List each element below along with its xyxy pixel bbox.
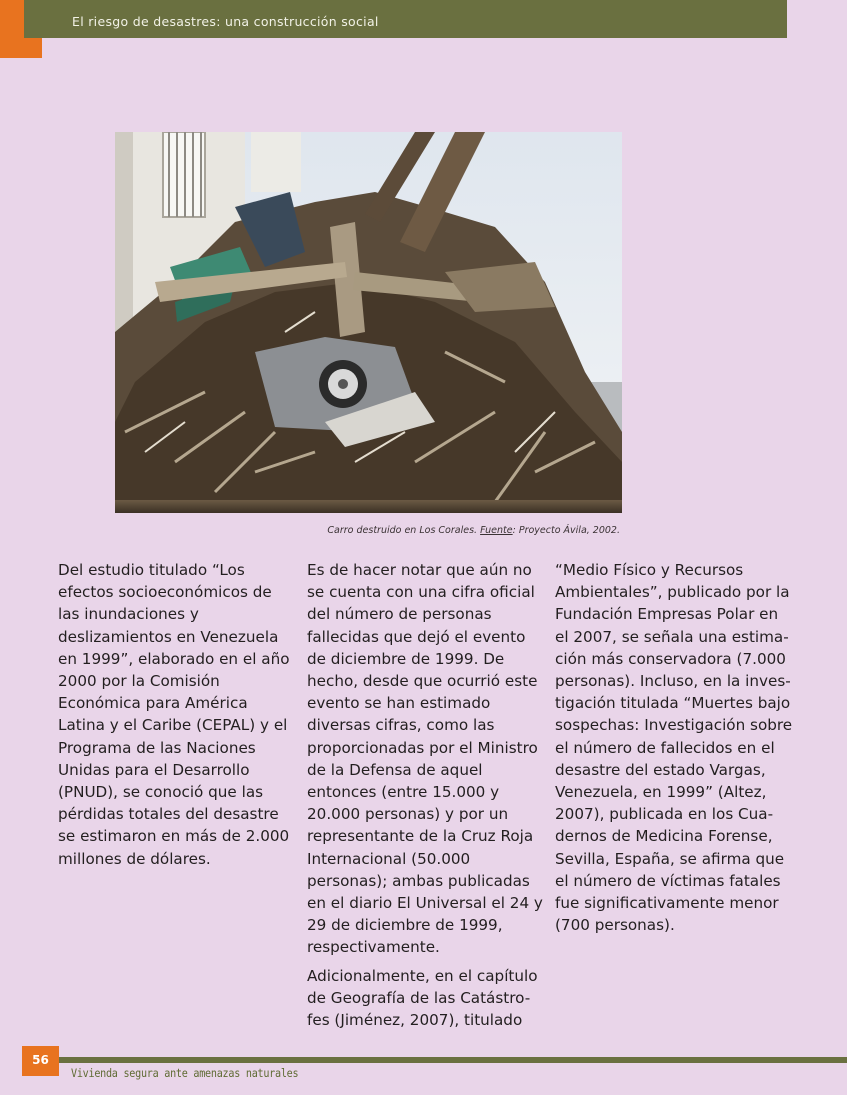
- photo-illustration: [115, 132, 622, 513]
- caption-source-text: : Proyecto Ávila, 2002.: [512, 525, 620, 536]
- column-3-paragraph-1: “Medio Físico y Recursos Ambientales”, publicado por la Fundación Empresas Polar en el 2007, se señala una estima-ción más conservadora (7.000 personas). Incluso, en la inves-tigación titulada “Muertes bajo sospechas: Investigación sobre el número de fallecidos en el desastre del estado Vargas, Venezuela, en 1999” (Altez, 2007), publicada en los Cua-dernos de Medicina Forense, Sevilla, España, se afirma que el número de víctimas fatales fue significativamente menor (700 personas).: [555, 561, 793, 935]
- caption-main-text: Carro destruido en Los Corales.: [327, 525, 481, 536]
- text-column-3: [555, 559, 793, 942]
- page-number: 56: [22, 1046, 59, 1076]
- header-orange-block: [0, 0, 24, 38]
- text-column-1: [58, 559, 296, 876]
- column-1-paragraph-1: Del estudio titulado “Los efectos socioeconómicos de las inundaciones y deslizamientos en Venezuela en 1999”, elaborado en el año 2000 por la Comisión Económica para América Latina y el Caribe (CEPAL) y el Programa de las Naciones Unidas para el Desarrollo (PNUD), se conoció que las pérdidas totales del desastre se estimaron en más de 2.000 millones de dólares.: [58, 561, 290, 868]
- caption-source-label: Fuente: [480, 525, 513, 536]
- photo-caption: [115, 525, 620, 536]
- column-2-paragraph-1: Es de hacer notar que aún no se cuenta con una cifra oficial del número de personas fallecidas que dejó el evento de diciembre de 1999. De hecho, desde que ocurrió este evento se han estimado diversas cifras, como las proporcionadas por el Ministro de la Defensa de aquel entonces (entre 15.000 y 20.000 personas) y por un representante de la Cruz Roja Internacional (50.000 personas); ambas publicadas en el diario El Universal el 24 y 29 de diciembre de 1999, respectivamente.: [307, 561, 543, 957]
- footer-divider: [24, 1057, 847, 1063]
- running-header-title: El riesgo de desastres: una construcción social: [72, 14, 379, 29]
- flood-debris-photo: [115, 132, 622, 513]
- header-bar: [24, 0, 787, 38]
- column-2-paragraph-2: Adicionalmente, en el capítulo de Geografía de las Catástro-fes (Jiménez, 2007), titulado: [307, 966, 538, 1030]
- footer-book-title: Vivienda segura ante amenazas naturales: [71, 1066, 299, 1080]
- orange-corner-tab: [0, 38, 42, 58]
- text-column-2: [307, 559, 545, 1037]
